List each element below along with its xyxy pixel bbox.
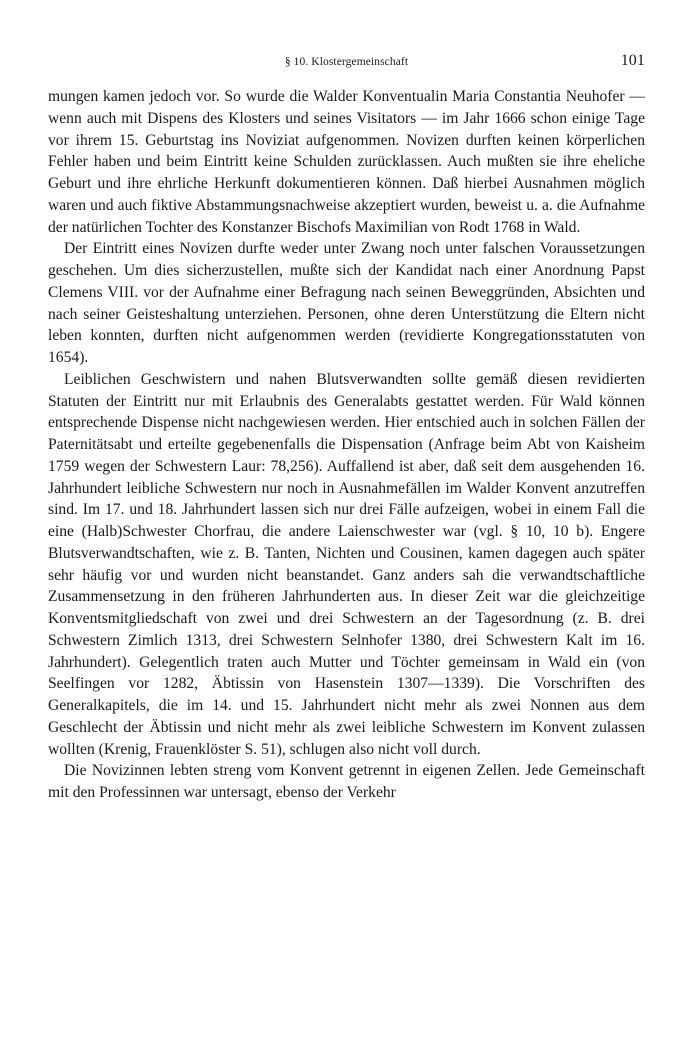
paragraph: Die Novizinnen lebten streng vom Konvent getrennt in eigenen Zellen. Jede Gemeinschaft mit den Professinnen war untersagt, ebenso der Verkehr (48, 762, 645, 801)
section-title: § 10. Klostergemeinschaft (284, 56, 409, 68)
page-number: 101 (620, 52, 645, 69)
paragraph: mungen kamen jedoch vor. So wurde die Walder Konventualin Maria Constantia Neuhofer — wenn auch mit Dispens des Klosters und seines Visitators — im Jahr 1666 schon einige Tage vor ihrem 15. Geburtstag ins Noviziat aufgenommen. Novizen durften keinen körperlichen Fehler haben und beim Eintritt keine Schulden zurücklassen. Auch mußten sie ihre eheliche Geburt und ihre ehrliche Herkunft dokumentieren können. Daß hierbei Ausnahmen möglich waren und auch fiktive Abstammungsnachweise akzeptiert wurden, beweist u. a. die Aufnahme der natürlichen Tochter des Konstanzer Bischofs Maximilian von Rodt 1768 in Wald. (48, 88, 645, 236)
paragraph: Leiblichen Geschwistern und nahen Blutsverwandten sollte gemäß diesen revidierten Statuten der Eintritt nur mit Erlaubnis des Generalabts gestattet werden. Für Wald können entsprechende Dispense nicht nachgewiesen werden. Hier entschied auch in solchen Fällen der Paternitätsabt und erteilte gegebenenfalls die Dispensation (Anfrage beim Abt von Kaisheim 1759 wegen der Schwestern Laur: 78,256). Auffallend ist aber, daß seit dem ausgehenden 16. Jahrhundert leibliche Schwestern nur noch in Ausnahmefällen im Walder Konvent anzutreffen sind. Im 17. und 18. Jahrhundert lassen sich nur drei Fälle aufzeigen, wobei in einem Fall die eine (Halb)Schwester Chorfrau, die andere Laienschwester war (vgl. § 10, 10 b). Engere Blutsverwandtschaften, wie z. B. Tanten, Nichten und Cousinen, kamen dagegen auch später sehr häufig vor und wurden nicht beanstandet. Ganz anders sah die verwandtschaftliche Zusammensetzung in den früheren Jahrhunderten aus. In dieser Zeit war die gleichzeitige Konventsmitgliedschaft von zwei und drei Schwestern an der Tagesordnung (z. B. drei Schwestern Zimlich 1313, drei Schwestern Selnhofer 1380, drei Schwestern Kalt im 16. Jahrhundert). Gelegentlich traten auch Mutter und Töchter gemeinsam in Wald ein (von Seelfingen vor 1282, Äbtissin von Hasenstein 1307—1339). Die Vorschriften des Generalkapitels, die im 14. und 15. Jahrhundert nicht mehr als zwei Nonnen aus dem Geschlecht der Äbtissin und nicht mehr als zwei leibliche Schwestern im Konvent zulassen wollten (Krenig, Frauenklöster S. 51), schlugen also nicht voll durch. (48, 370, 645, 758)
body-text (48, 86, 645, 804)
paragraph: Der Eintritt eines Novizen durfte weder unter Zwang noch unter falschen Voraussetzungen geschehen. Um dies sicherzustellen, mußte sich der Kandidat nach einer Anordnung Papst Clemens VIII. vor der Aufnahme einer Befragung nach seinen Beweggründen, Absichten und nach seiner Geisteshaltung unterziehen. Personen, ohne deren Unterstützung die Eltern nicht leben konnten, durften nicht aufgenommen werden (revidierte Kongregationsstatuten von 1654). (48, 240, 645, 366)
running-head (48, 52, 645, 76)
book-page (48, 52, 645, 804)
